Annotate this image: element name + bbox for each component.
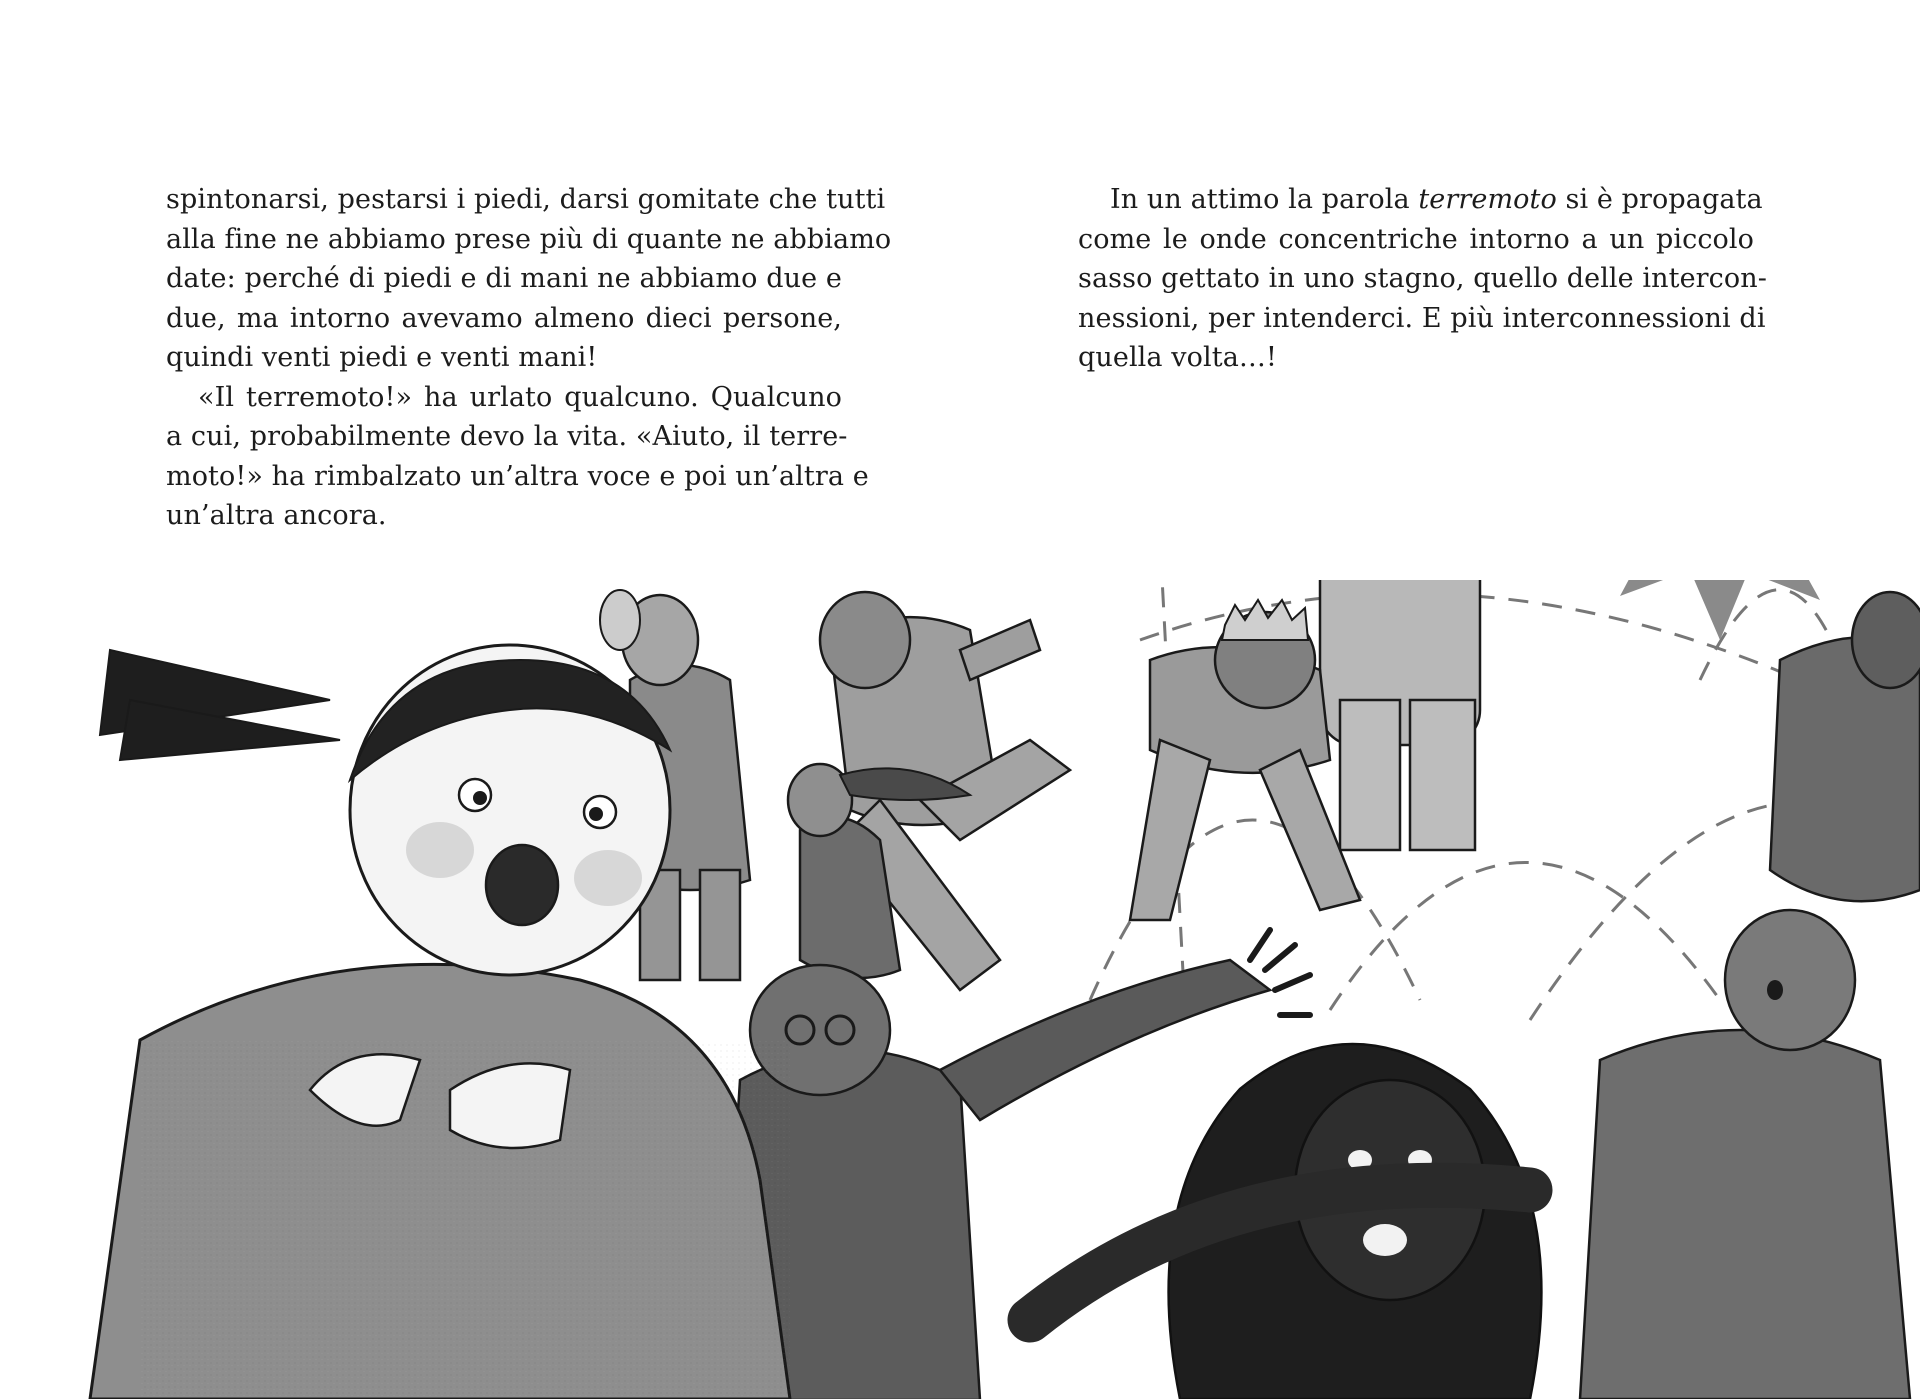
text-line: spintonarsi, pestarsi i piedi, darsi gomitate che tutti xyxy=(166,184,886,215)
text-line: quindi venti piedi e venti mani! xyxy=(166,342,598,373)
standing-woman-glasses xyxy=(1320,580,1480,850)
long-haired-woman xyxy=(1030,1044,1541,1399)
text-line: quella volta…! xyxy=(1078,342,1277,373)
starburst xyxy=(1560,580,1868,640)
text-line: un’altra ancora. xyxy=(166,500,387,531)
text-line-first xyxy=(1078,180,1763,220)
wave-arc xyxy=(1330,862,1720,1010)
text-fragment: In un attimo la parola xyxy=(1110,184,1419,215)
text-line: date: perché di piedi e di mani ne abbiamo due e xyxy=(166,263,842,294)
crowd-illustration xyxy=(0,580,1920,1399)
text-line: a cui, probabilmente devo la vita. «Aiuto, il terre- xyxy=(166,421,848,452)
text-line: «Il terremoto!» ha urlato qualcuno. Qualcuno xyxy=(198,381,842,413)
text-line: due, ma intorno avevamo almeno dieci persone, xyxy=(166,302,842,334)
text-line: alla fine ne abbiamo prese più di quante ne abbiamo xyxy=(166,223,892,255)
text-line: moto!» ha rimbalzato un’altra voce e poi un’altra e xyxy=(166,460,869,492)
crowd-illustration-svg xyxy=(0,580,1920,1399)
text-line: nessioni, per intenderci. E più interconnessioni di xyxy=(1078,302,1766,334)
text-line: sasso gettato in uno stagno, quello delle intercon- xyxy=(1078,263,1767,294)
emphasized-word: terremoto xyxy=(1418,184,1557,215)
man-right-edge xyxy=(1770,592,1920,901)
text-fragment: si è propagata xyxy=(1556,184,1763,215)
left-page-text xyxy=(166,180,892,536)
right-page-text xyxy=(1078,180,1767,378)
text-line: come le onde concentriche intorno a un piccolo xyxy=(1078,223,1754,255)
surprised-man xyxy=(1580,910,1910,1399)
